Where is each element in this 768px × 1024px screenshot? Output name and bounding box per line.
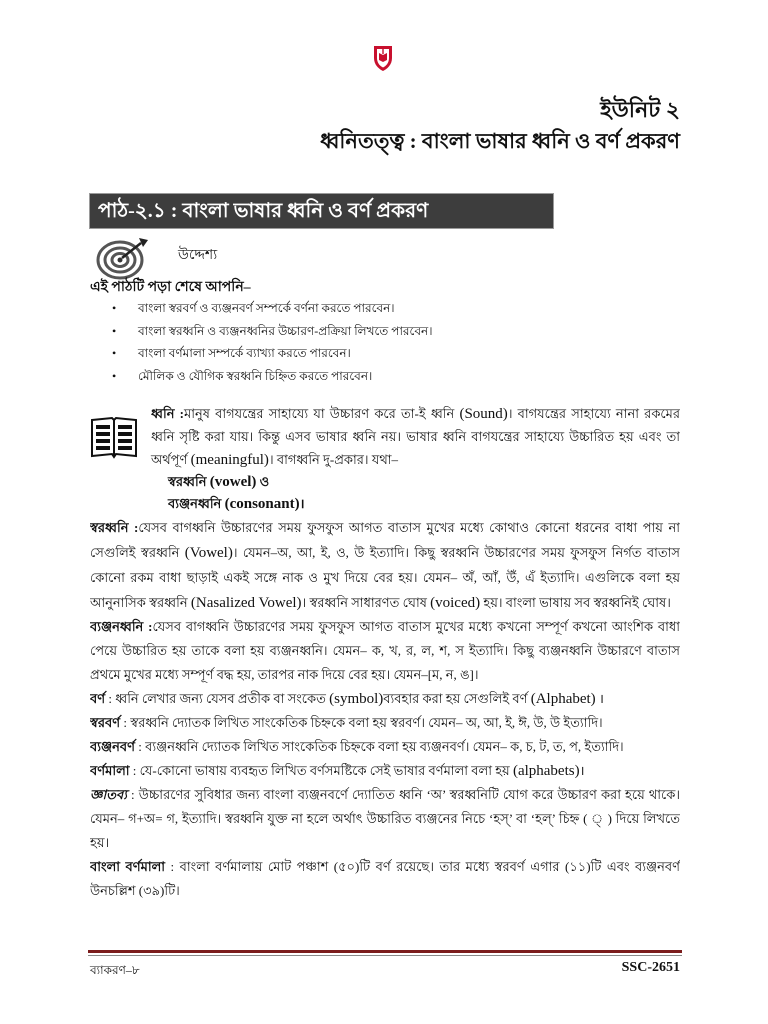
english-term: (vowel): [209, 474, 257, 490]
dhvani-definition: [90, 402, 680, 471]
university-crest-icon: [372, 44, 394, 72]
text-segment: ও: [256, 474, 270, 489]
bullet-icon: •: [112, 368, 117, 383]
objective-item: [112, 365, 672, 388]
term-bangla-varnamala: বাংলা বর্ণমালা: [90, 859, 166, 874]
text-segment: । বাগধ্বনি দু-প্রকার। যথা–: [268, 452, 399, 467]
text-segment: : উচ্চারণের সুবিধার জন্য বাংলা ব্যঞ্জনবর্ণে দ্যোতিত ধ্বনি ‘অ’ স্বরধ্বনিটি যোগ করে উচ্চারণ করা হয়ে থাকে। যেমন– গ+অ= গ, ইত্যাদি। স্বরধ্বনি যুক্ত না হলে অর্থাৎ উচ্চারিত ব্যঞ্জনের নিচে ‘হস্’ বা ‘হল্’ চিহ্ন ( ্ ) দিয়ে লিখতে হয়।: [90, 787, 680, 850]
text-segment: যেসব বাগধ্বনি উচ্চারণের সময় ফুসফুস আগত বাতাস মুখের মধ্যে কখনো সম্পূর্ণ কখনো আংশিক বাধা পেয়ে উচ্চারিত হয় তাকে বলা হয় ব্যঞ্জনধ্বনি। যেমন– ক, খ, র, ল, শ, স ইত্যাদি। কিছু ব্যঞ্জনধ্বনি উচ্চারণে বাতাস প্রথমে মুখের মধ্যে সম্পূর্ণ বদ্ধ হয়, তারপর নাক দিয়ে বের হয়। যেমন–[ম, ন, ঙ]।: [90, 619, 680, 682]
english-term: (Nasalized Vowel): [190, 595, 302, 611]
objective-item: [112, 297, 672, 320]
english-term: (alphabets): [512, 763, 580, 779]
term-varna: বর্ণ: [90, 691, 106, 706]
text-segment: যেসব বাগধ্বনি উচ্চারণের সময় ফুসফুস আগত বাতাস মুখের মধ্যে কোথাও কোনো ধরনের বাধা পায় না সেগুলিই স্বরধ্বনি: [90, 520, 680, 560]
text-segment: : ব্যঞ্জনধ্বনি দ্যোতক লিখিত সাংকেতিক চিহ্নকে বলা হয় ব্যঞ্জনবর্ণ। যেমন– ক, চ, ট, ত, প, ইত্যাদি।: [134, 739, 624, 754]
text-segment: ।: [579, 763, 585, 778]
lesson-banner: পাঠ-২.১ : বাংলা ভাষার ধ্বনি ও বর্ণ প্রকরণ: [90, 194, 553, 228]
english-term: (consonant): [224, 496, 300, 512]
text-segment: স্বরধ্বনি: [168, 474, 210, 489]
open-book-icon: [90, 414, 138, 460]
text-segment: : যে-কোনো ভাষায় ব্যবহৃত লিখিত বর্ণসমষ্টিকে সেই ভাষার বর্ণমালা বলা হয়: [129, 763, 513, 778]
svaravarna-definition: [90, 711, 680, 735]
chapter-title: ধ্বনিতত্ত্ব : বাংলা ভাষার ধ্বনি ও বর্ণ প্রকরণ: [320, 129, 680, 153]
objective-text: বাংলা বর্ণমালা সম্পর্কে ব্যাখ্যা করতে পারবেন।: [138, 346, 351, 360]
text-segment: ব্যবহার করা হয় সেগুলিই বর্ণ: [383, 691, 531, 706]
byanjanadhvani-definition: [90, 615, 680, 687]
term-jnatavya: জ্ঞাতব্য: [90, 787, 127, 802]
text-segment: ।: [595, 691, 604, 706]
term-varnamala: বর্ণমালা: [90, 763, 130, 778]
objective-text: বাংলা স্বরবর্ণ ও ব্যঞ্জনবর্ণ সম্পর্কে বর্ণনা করতে পারবেন।: [138, 301, 395, 315]
term-byanjanadhvani: ব্যঞ্জনধ্বনি :: [90, 619, 153, 634]
text-segment: ব্যঞ্জনধ্বনি: [168, 496, 225, 511]
footer-page-label: ব্যাকরণ–৮: [90, 963, 140, 977]
bullet-icon: •: [112, 323, 117, 338]
text-segment: মানুষ বাগযন্ত্রের সাহায্যে যা উচ্চারণ করে তা-ই ধ্বনি: [183, 406, 460, 421]
footer-rule: [88, 950, 682, 953]
text-segment: : বাংলা বর্ণমালায় মোট পঞ্চাশ (৫০)টি বর্ণ রয়েছে। তার মধ্যে স্বরবর্ণ এগার (১১)টি এবং ব্যঞ্জনবর্ণ উনচল্লিশ (৩৯)টি।: [90, 859, 680, 898]
text-segment: : স্বরধ্বনি দ্যোতক লিখিত সাংকেতিক চিহ্নকে বলা হয় স্বরবর্ণ। যেমন– অ, আ, ই, ঈ, উ, উ ইত্যাদি।: [120, 715, 603, 730]
term-byanjanavarna: ব্যঞ্জনবর্ণ: [90, 739, 135, 754]
dhvani-types: [168, 471, 680, 515]
footer-rule-thin: [88, 955, 682, 956]
english-term: (symbol): [329, 691, 384, 707]
lesson-content: [90, 402, 680, 942]
text-segment: । বাগযন্ত্রের সাহায্যে নানা রকমের ধ্বনি সৃষ্টি করা যায়। কিন্তু এসব ভাষার ধ্বনি নয়। ভাষার ধ্বনি বাগযন্ত্রের সাহায্যে উচ্চারিত হয় এবং তা অর্থপূর্ণ: [151, 406, 680, 467]
objectives-heading: উদ্দেশ্য: [178, 248, 218, 263]
text-segment: । স্বরধ্বনি সাধারণত ঘোষ: [301, 595, 431, 610]
english-term: (Sound): [459, 406, 508, 422]
term-svaradhvani: স্বরধ্বনি :: [90, 520, 139, 535]
text-segment: । যেমন–অ, আ, ই, ও, উ ইত্যাদি। কিছু স্বরধ্বনি উচ্চারণের সময় ফুসফুস নির্গত বাতাস কোনো রকম বাধা ছাড়াই একই সঙ্গে নাক ও মুখ দিয়ে বের হয়। যেমন– অঁ, আঁ, উঁ, এঁ ইত্যাদি। এগুলিকে বলা হয় আনুনাসিক স্বরধ্বনি: [90, 545, 680, 610]
term-dhvani: ধ্বনি :: [151, 406, 184, 421]
english-term: (Alphabet): [530, 691, 596, 707]
svaradhvani-definition: [90, 515, 680, 615]
english-term: (meaningful): [190, 452, 269, 468]
objectives-list: [112, 297, 672, 387]
english-term: (Vowel): [184, 545, 233, 561]
term-svaravarna: স্বরবর্ণ: [90, 715, 121, 730]
bullet-icon: •: [112, 346, 117, 360]
unit-number: ইউনিট ২: [600, 97, 680, 122]
objective-item: [112, 320, 672, 343]
objective-text: মৌলিক ও যৌগিক স্বরধ্বনি চিহ্নিত করতে পারবেন।: [138, 368, 373, 383]
objective-item: [112, 342, 672, 365]
varnamala-definition: [90, 759, 680, 783]
objectives-intro: এই পাঠটি পড়া শেষে আপনি–: [90, 280, 251, 295]
target-icon: [96, 236, 150, 280]
objective-text: বাংলা স্বরধ্বনি ও ব্যঞ্জনধ্বনির উচ্চারণ-প্রক্রিয়া লিখতে পারবেন।: [138, 323, 433, 338]
type-consonant: [168, 493, 680, 515]
bangla-varnamala-note: [90, 855, 680, 903]
varna-definition: [90, 687, 680, 711]
text-segment: হয়। বাংলা ভাষায় সব স্বরধ্বনিই ঘোষ।: [480, 595, 671, 610]
text-segment: ।: [299, 496, 305, 511]
byanjanavarna-definition: [90, 735, 680, 759]
text-segment: : ধ্বনি লেখার জন্য যেসব প্রতীক বা সংকেত: [105, 691, 330, 706]
footer-course-code: SSC-2651: [621, 960, 680, 975]
type-vowel: [168, 471, 680, 493]
english-term: (voiced): [430, 595, 481, 611]
jnatavya-note: [90, 783, 680, 855]
bullet-icon: •: [112, 301, 117, 315]
